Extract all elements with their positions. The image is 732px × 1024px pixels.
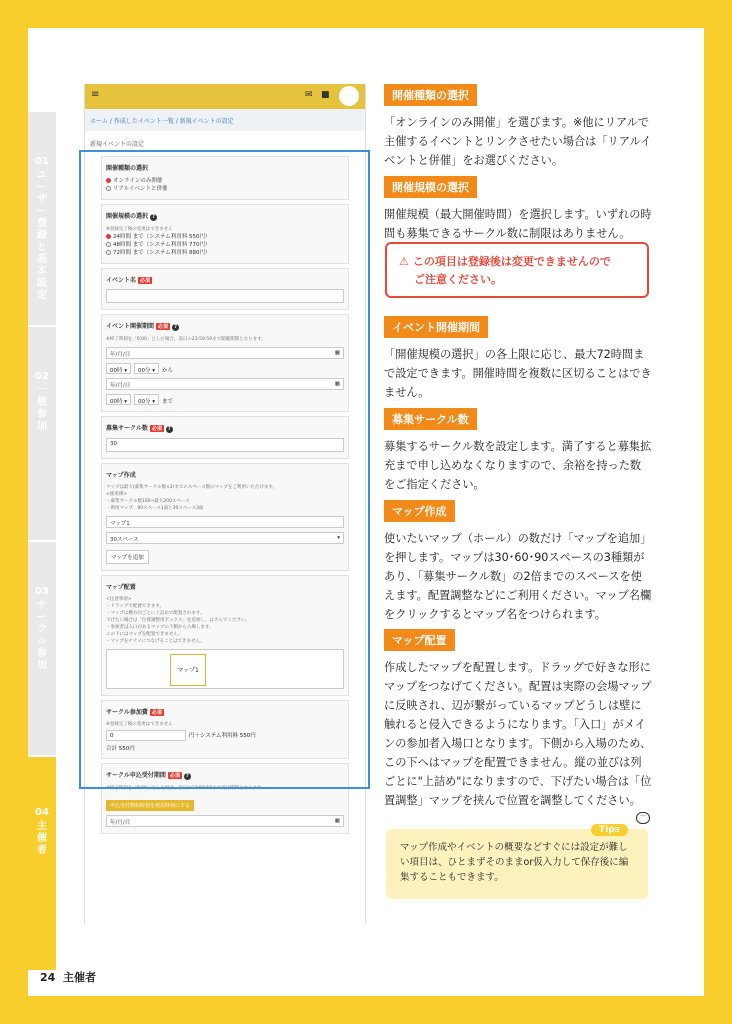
- period-header: イベント開催期間 必須 ?: [106, 321, 344, 331]
- map-place-note: <注意事項>: [106, 597, 132, 602]
- start-date-input[interactable]: 年/月/日 ▦: [106, 347, 344, 359]
- section-heading: 開催規模の選択: [384, 176, 477, 198]
- tips-box: [386, 829, 648, 899]
- apply-now-button[interactable]: 申込受付開始時刻を現在時刻にする: [106, 800, 194, 811]
- scale-header: 開催規模の選択 ?: [106, 211, 344, 221]
- chapter-label: 主催者: [37, 821, 47, 856]
- end-minute-select[interactable]: 00分 ▾: [134, 394, 159, 405]
- period-note: ※終了時刻を「0:00」とした場合、前日の23:59:59まで開催期間となります。: [106, 337, 266, 342]
- fee-note: ※登録完了後の変更はできません: [106, 722, 173, 727]
- section-body: 「オンラインのみ開催」を選びます。※他にリアルで主催するイベントとリンクさせたい場合は「リアルイベントと併催」をお選びください。: [384, 116, 652, 167]
- section-heading: イベント開催期間: [384, 316, 488, 338]
- breadcrumb[interactable]: ホーム / 作成したイベント一覧 / 新規イベントの設定: [85, 109, 365, 131]
- map-name-input[interactable]: マップ1: [106, 516, 344, 528]
- map-create-note: マップは最大(募集サークル数×2)までのスペース数のマップをご利用いただけます。: [106, 485, 278, 490]
- required-badge: 必須: [151, 426, 162, 432]
- name-header: イベント名 必須: [106, 277, 151, 284]
- section-heading: マップ配置: [384, 629, 455, 651]
- section-heading: 募集サークル数: [384, 408, 477, 430]
- warning-line2: ご注意ください。: [414, 273, 502, 286]
- scale-option-72[interactable]: 72時間 まで（システム利用料 880円）: [106, 249, 344, 257]
- chapter-number: 01: [35, 156, 49, 167]
- map-create-note: <使用例>: [106, 492, 128, 497]
- fee-total: 合計 550円: [106, 746, 135, 752]
- bag-icon[interactable]: ■: [321, 90, 330, 100]
- map-tile[interactable]: マップ1: [170, 654, 206, 686]
- to-label: まで: [162, 399, 174, 405]
- page-number: 24: [40, 971, 56, 984]
- section-body: 作成したマップを配置します。ドラッグで好きな形にマップをつなげてください。配置は実際の会場マップに反映され、辺が繋がっているマップどうしは壁に触れると侵入できるようになります。「入口」がメインの参加者入場口となります。下側から入場のため、この下へはマップを配置できません。縦の並びは列ごとに"上詰め"になりますので、下げたい場合は「位置調整」マップを挟んで位置を調整してください。: [384, 661, 652, 807]
- help-icon[interactable]: ?: [184, 773, 191, 780]
- section-circles: [384, 408, 652, 494]
- start-minute-select[interactable]: 00分 ▾: [134, 363, 159, 374]
- avatar[interactable]: [339, 86, 359, 106]
- app-topbar: [85, 84, 365, 109]
- fee-header: サークル参加費 必須: [106, 709, 162, 716]
- end-date-input[interactable]: 年/月/日 ▦: [106, 378, 344, 390]
- scale-option-24[interactable]: 24時間 まで（システム利用料 550円）: [106, 233, 344, 241]
- apply-date-input[interactable]: 年/月/日 ▦: [106, 815, 344, 827]
- tips-text: マップ作成やイベントの概要などすぐには設定が難しい項目は、ひとまずそのままor仮入力して保存後に編集することもできます。: [400, 842, 629, 883]
- chapter-number: 02: [35, 371, 49, 382]
- fee-input[interactable]: 0: [106, 730, 186, 741]
- map-create-note: ・利用マップ：90スペース1面と30スペース3面: [106, 506, 204, 511]
- map-size-select[interactable]: 30スペース ▾: [106, 532, 344, 544]
- warning-line1: この項目は登録後は変更できませんので: [412, 255, 611, 268]
- section-body: 開催規模（最大開催時間）を選択します。いずれの時間も募集できるサークル数に制限はありません。: [384, 208, 652, 240]
- footer-section: 主催者: [62, 971, 96, 984]
- map-place-note: ・ドラッグで配置できます。: [106, 604, 165, 609]
- chapter-tab-02[interactable]: [28, 327, 56, 541]
- chapter-label: ユーザー登録と基本設定: [37, 170, 47, 301]
- required-badge: 必須: [158, 324, 169, 330]
- tips-label: Tips: [591, 824, 628, 836]
- fee-suffix: 円＋システム利用料 550円: [189, 733, 256, 739]
- page-title: 新規イベントの設定: [90, 141, 145, 148]
- kind-title: 開催種類の選択: [106, 165, 149, 172]
- chapter-label: サークル参加: [37, 600, 47, 671]
- section-heading: マップ作成: [384, 500, 455, 522]
- help-icon[interactable]: ?: [172, 324, 179, 331]
- map-place-note: ・マップをナナメにつなげることはできません。: [106, 639, 205, 644]
- circles-header: 募集サークル数 必須 ?: [106, 423, 344, 433]
- calendar-icon[interactable]: ▦: [334, 818, 340, 824]
- speech-bubble-icon: ···: [636, 812, 650, 824]
- chapter-number: 03: [35, 586, 49, 597]
- hamburger-icon[interactable]: ≡: [91, 89, 100, 100]
- map-place-note: 下げたい場合は「位置調整用ボックス」を追加し、はさんでください。: [106, 618, 250, 623]
- section-map-create: [384, 500, 652, 624]
- warning-icon: ⚠: [399, 255, 409, 268]
- chevron-down-icon: ▾: [337, 535, 340, 541]
- kind-option-real[interactable]: リアルイベントと併催: [106, 185, 344, 193]
- apply-header: サークル申込受付期間 必須 ?: [106, 770, 344, 780]
- scale-option-48[interactable]: 48時間 まで（システム利用料 770円）: [106, 241, 344, 249]
- map-place-note: ・参加者は入口があるマップの下側から入場します。: [106, 625, 214, 630]
- start-hour-select[interactable]: 00時 ▾: [106, 363, 131, 374]
- map-place-note: この下にはマップを配置できません。: [106, 632, 183, 637]
- map-create-title: マップ作成: [106, 472, 136, 479]
- chapter-tab-03[interactable]: [28, 542, 56, 756]
- end-hour-select[interactable]: 00時 ▾: [106, 394, 131, 405]
- required-badge: 必須: [140, 278, 151, 284]
- section-body: 募集するサークル数を設定します。満了すると募集拡充まで申し込めなくなりますので、余裕を持った数をご指定ください。: [384, 440, 652, 491]
- map-place-title: マップ配置: [106, 584, 136, 591]
- chapter-tab-01[interactable]: [28, 112, 56, 326]
- required-badge: 必須: [151, 710, 162, 716]
- section-body: 使いたいマップ（ホール）の数だけ「マップを追加」を押します。マップは30･60･90スペースの3種類があり、「募集サークル数」の2倍までのスペースを使えます。配置調整などにご利用ください。マップ名欄をクリックするとマップ名をつけられます。: [384, 532, 652, 621]
- section-scale: [384, 176, 652, 243]
- help-icon[interactable]: ?: [150, 214, 157, 221]
- add-map-button[interactable]: マップを追加: [106, 550, 149, 564]
- kind-option-online[interactable]: オンラインのみ開催: [106, 177, 344, 185]
- circles-input[interactable]: 30: [106, 438, 344, 452]
- help-icon[interactable]: ?: [166, 426, 173, 433]
- chapter-label: 一般参加: [37, 385, 47, 432]
- warning-box: [385, 242, 649, 298]
- map-place-note: ・マップは横方向ごとに上詰めで配置されます。: [106, 611, 205, 616]
- scale-note: ※登録完了後の変更はできません: [106, 227, 173, 232]
- section-kind: [384, 84, 652, 170]
- chapter-number: 04: [35, 807, 49, 818]
- section-body: 「開催規模の選択」の各上限に応じ、最大72時間まで設定できます。開催時間を複数に区切ることはできません。: [384, 348, 652, 399]
- from-label: から: [162, 368, 174, 374]
- section-heading: 開催種類の選択: [384, 84, 477, 106]
- highlight-frame: [79, 150, 370, 789]
- apply-note: ※終了時刻を「0:00」とした場合、前日の23:59:59まで受付期間となります。: [106, 786, 266, 791]
- section-period: [384, 316, 652, 402]
- chapter-tab-04[interactable]: [28, 757, 56, 971]
- mail-icon[interactable]: ✉: [305, 90, 313, 100]
- map-create-note: ・募集サークル数100→最大200スペース: [106, 499, 190, 504]
- section-map-place: [384, 629, 652, 810]
- required-badge: 必須: [169, 773, 180, 779]
- calendar-icon[interactable]: ▦: [334, 350, 340, 356]
- calendar-icon[interactable]: ▦: [334, 381, 340, 387]
- page-footer: [40, 969, 96, 985]
